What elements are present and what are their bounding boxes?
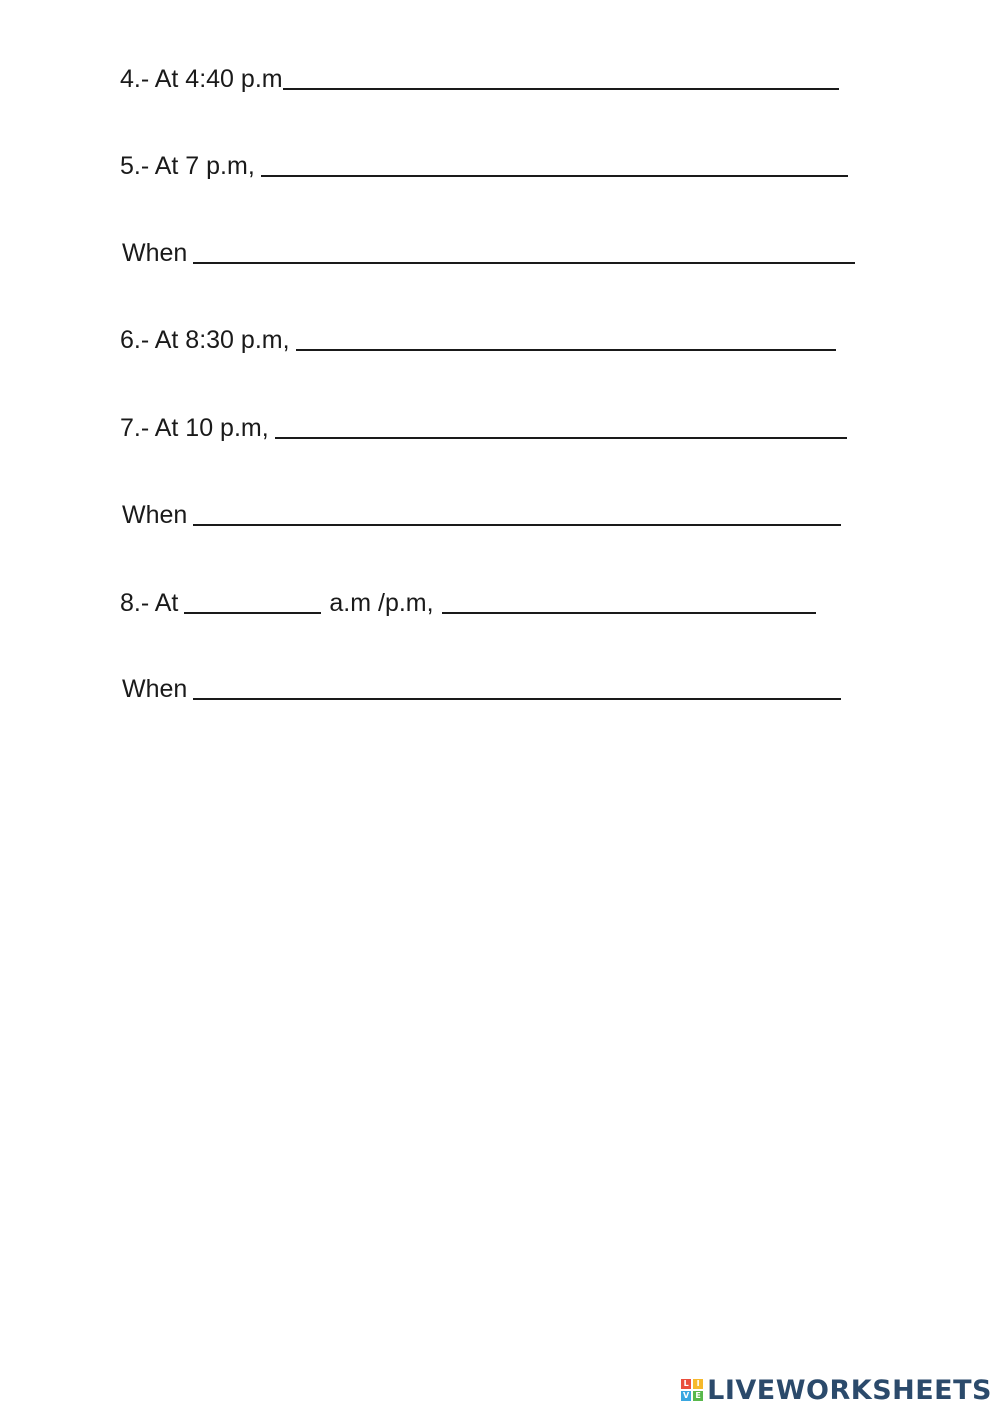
question-4-label: 4.- At 4:40 p.m [120, 65, 283, 93]
logo-text: LIVEWORKSHEETS [707, 1374, 992, 1406]
answer-blank-8-time[interactable] [184, 612, 321, 614]
question-6-line [120, 325, 836, 355]
answer-blank-8-when[interactable] [193, 698, 841, 700]
question-5-label: 5.- At 7 p.m, [120, 152, 255, 180]
question-7-when-label: When [122, 501, 188, 529]
question-5-line [120, 151, 848, 181]
question-8-when-line [122, 674, 841, 704]
question-7-line [120, 413, 847, 443]
answer-blank-7-when[interactable] [193, 524, 841, 526]
logo-mark-letter: I [693, 1379, 703, 1389]
question-4-line [120, 64, 839, 94]
answer-blank-5[interactable] [261, 175, 848, 177]
question-7-label: 7.- At 10 p.m, [120, 414, 269, 442]
answer-blank-7[interactable] [275, 437, 847, 439]
logo-mark-letter: E [693, 1391, 703, 1401]
question-8-line [120, 588, 816, 618]
answer-blank-4[interactable] [283, 88, 839, 90]
question-5-when-line [122, 238, 855, 268]
answer-blank-6[interactable] [296, 349, 836, 351]
logo-mark-letter: V [683, 1391, 690, 1400]
logo-mark-icon [681, 1379, 703, 1401]
question-8-when-label: When [122, 675, 188, 703]
answer-blank-8[interactable] [442, 612, 816, 614]
question-8-ampm-label: a.m /p.m, [329, 589, 434, 617]
liveworksheets-logo [681, 1373, 992, 1407]
question-7-when-line [122, 500, 841, 530]
answer-blank-5-when[interactable] [193, 262, 855, 264]
question-5-when-label: When [122, 239, 188, 267]
question-8-label: 8.- At [120, 589, 179, 617]
question-6-label: 6.- At 8:30 p.m, [120, 326, 290, 354]
logo-mark-letter: L [681, 1379, 691, 1389]
